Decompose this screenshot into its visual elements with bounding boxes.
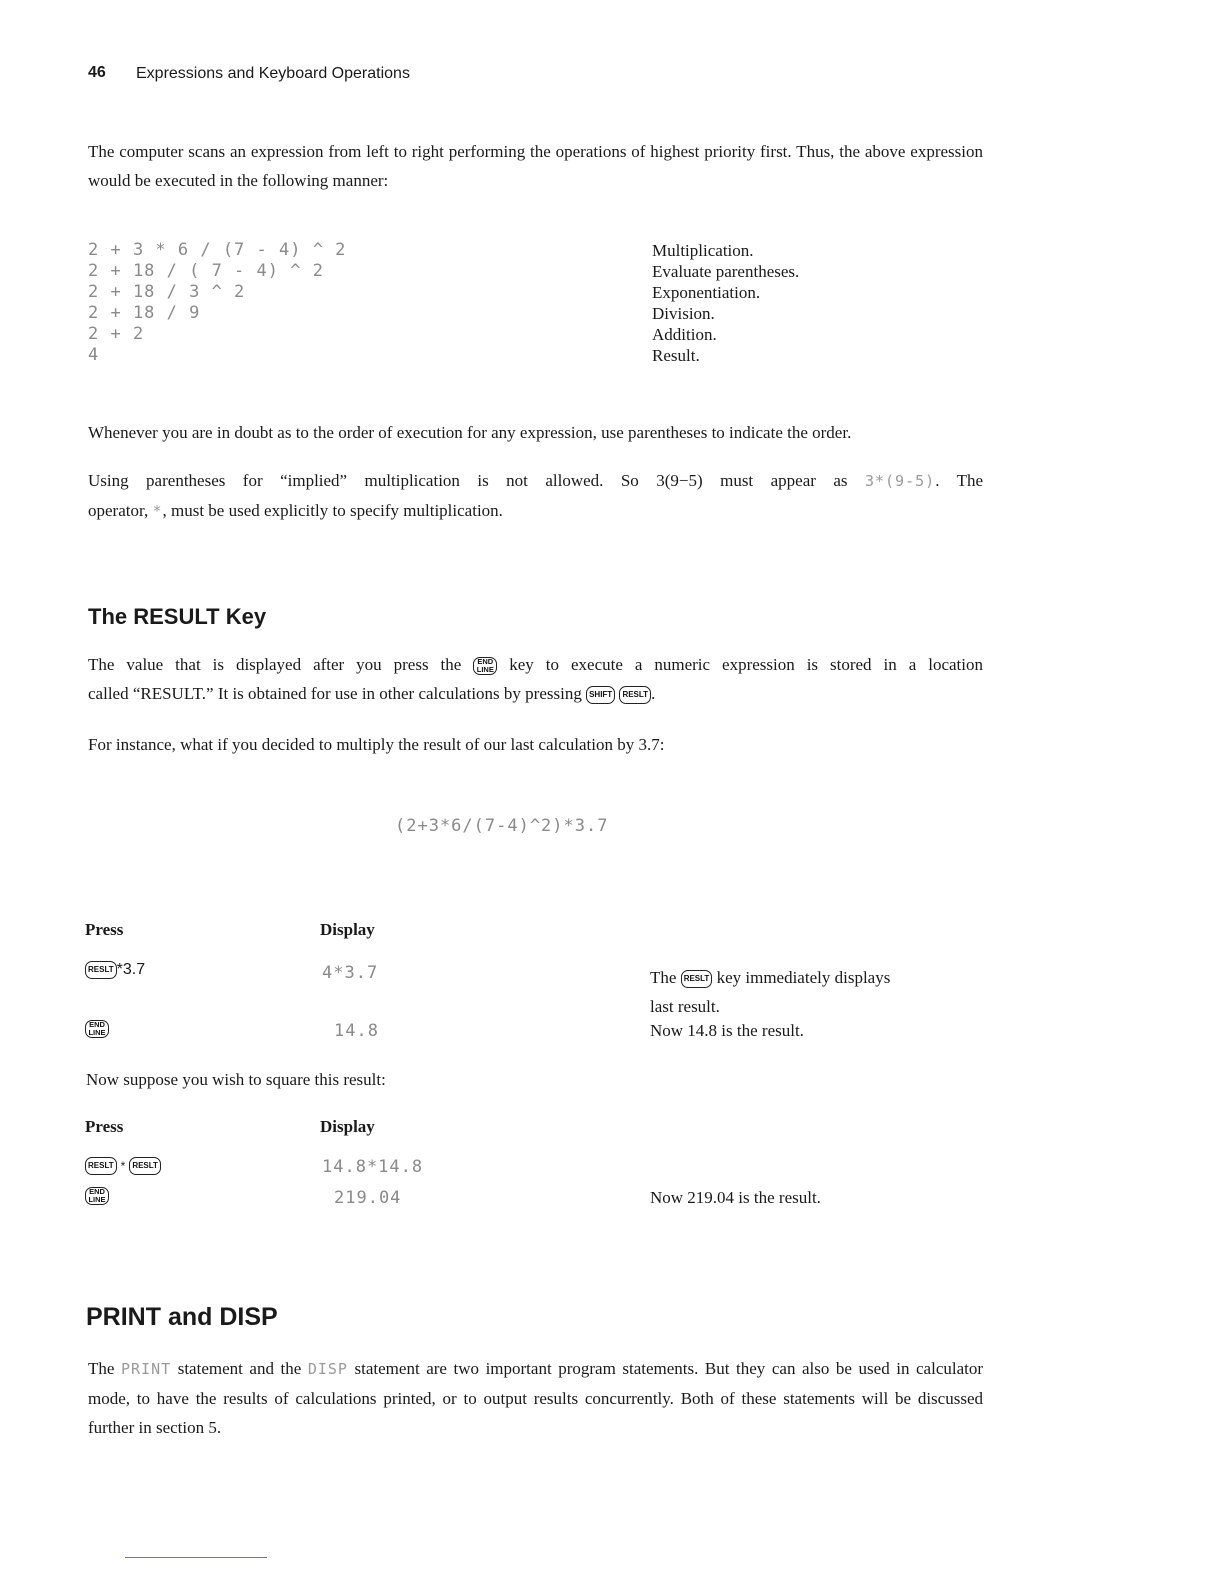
press-header: Press — [85, 1117, 124, 1136]
operator-code: * — [152, 502, 163, 520]
result-text-a: The value that is displayed after you press the — [88, 655, 462, 674]
display-value: 14.8 — [334, 1021, 379, 1041]
implied-code: 3*(9-5) — [864, 472, 936, 490]
press-cell — [85, 1187, 109, 1205]
key-label-top: END — [89, 1187, 105, 1197]
step-row — [88, 261, 988, 282]
doubt-paragraph: Whenever you are in doubt as to the order of execution for any expression, use parentheses to indicate the order. — [88, 423, 852, 442]
print-disp-heading: PRINT and DISP — [86, 1303, 278, 1331]
print-disp-paragraph — [88, 1354, 983, 1442]
operator-text-a: operator, — [88, 501, 149, 520]
step-note: Exponentiation. — [652, 283, 761, 302]
key-label-bottom: LINE — [476, 665, 494, 675]
operator-text-b: , must be used explicitly to specify multiplication. — [162, 501, 503, 520]
print-code: PRINT — [121, 1360, 172, 1378]
reslt-key[interactable]: RESLT — [85, 1157, 117, 1175]
reslt-key[interactable]: RESLT — [681, 970, 713, 988]
press-cell — [85, 1157, 161, 1175]
end-line-key[interactable] — [85, 1020, 109, 1038]
step-expression: 4 — [88, 345, 100, 365]
step-note: Evaluate parentheses. — [652, 262, 800, 281]
note-text-c: last result. — [650, 997, 720, 1016]
display-header: Display — [320, 920, 375, 939]
key-label-top: END — [477, 657, 494, 667]
reslt-key[interactable]: RESLT — [619, 686, 651, 704]
step-expression: 2 + 18 / 9 — [88, 303, 201, 323]
running-title: Expressions and Keyboard Operations — [136, 65, 410, 82]
step-expression: 2 + 2 — [88, 324, 145, 344]
page-number: 46 — [88, 64, 106, 81]
result-text-b: key to execute a numeric expression is stored in a location — [509, 655, 983, 674]
step-row — [88, 324, 988, 345]
press-cell — [85, 961, 145, 979]
instance-paragraph: For instance, what if you decided to multiply the result of our last calculation by 3.7: — [88, 735, 665, 754]
square-paragraph: Now suppose you wish to square this result: — [86, 1070, 386, 1089]
shift-key[interactable]: SHIFT — [586, 686, 615, 704]
disp-code: DISP — [307, 1360, 348, 1378]
note-text-a: The — [650, 968, 677, 987]
intro-paragraph: The computer scans an expression from left to right performing the operations of highest priority first. Thus, the above expression would be executed in the following manner: — [88, 142, 983, 190]
print-text-a: The — [88, 1359, 115, 1378]
display-value: 219.04 — [334, 1188, 402, 1208]
end-line-key[interactable] — [473, 657, 497, 675]
result-paragraph — [88, 650, 983, 708]
print-text-c: statement are two important program statements. But they can also be used in calculator mode, to have the results of calculations printed, or to output results concurrently. Both of these statements will be discussed further in section 5. — [88, 1359, 984, 1437]
implied-text-b: . The — [935, 471, 984, 490]
press-suffix: *3.7 — [116, 961, 146, 978]
result-section-heading: The RESULT Key — [88, 604, 267, 629]
step-row — [88, 282, 988, 303]
step-row — [88, 240, 988, 261]
execution-steps — [88, 240, 988, 366]
press-header: Press — [85, 920, 124, 939]
result-text-c: called “RESULT.” It is obtained for use in other calculations by pressing — [88, 684, 582, 703]
step-note: Addition. — [652, 325, 717, 344]
example-expression: (2+3*6/(7-4)^2)*3.7 — [395, 816, 609, 836]
implied-multiplication-paragraph — [88, 466, 983, 526]
key-label-bottom: LINE — [88, 1028, 106, 1038]
row-note — [650, 963, 890, 1021]
implied-text-a: Using parentheses for “implied” multiplication is not allowed. So 3(9−5) must appear as — [88, 471, 848, 490]
step-row — [88, 303, 988, 324]
reslt-key[interactable]: RESLT — [129, 1157, 161, 1175]
display-header: Display — [320, 1117, 375, 1136]
result-text-d: . — [651, 684, 656, 703]
step-note: Multiplication. — [652, 241, 754, 260]
key-label-top: END — [89, 1020, 105, 1030]
key-label-bottom: LINE — [88, 1195, 106, 1205]
step-expression: 2 + 18 / 3 ^ 2 — [88, 282, 246, 302]
step-expression: 2 + 3 * 6 / (7 - 4) ^ 2 — [88, 240, 347, 260]
end-line-key[interactable] — [85, 1187, 109, 1205]
print-text-b: statement and the — [177, 1359, 302, 1378]
step-row — [88, 345, 988, 366]
press-mid: * — [120, 1159, 126, 1173]
footer-rule — [125, 1557, 267, 1558]
step-note: Result. — [652, 346, 700, 365]
display-value: 14.8*14.8 — [322, 1157, 424, 1177]
row-note: Now 219.04 is the result. — [650, 1188, 821, 1207]
step-note: Division. — [652, 304, 715, 323]
row-note: Now 14.8 is the result. — [650, 1021, 804, 1040]
display-value: 4*3.7 — [322, 963, 379, 983]
reslt-key[interactable]: RESLT — [85, 961, 117, 979]
press-cell — [85, 1020, 109, 1038]
step-expression: 2 + 18 / ( 7 - 4) ^ 2 — [88, 261, 324, 281]
note-text-b: key immediately displays — [716, 968, 891, 987]
